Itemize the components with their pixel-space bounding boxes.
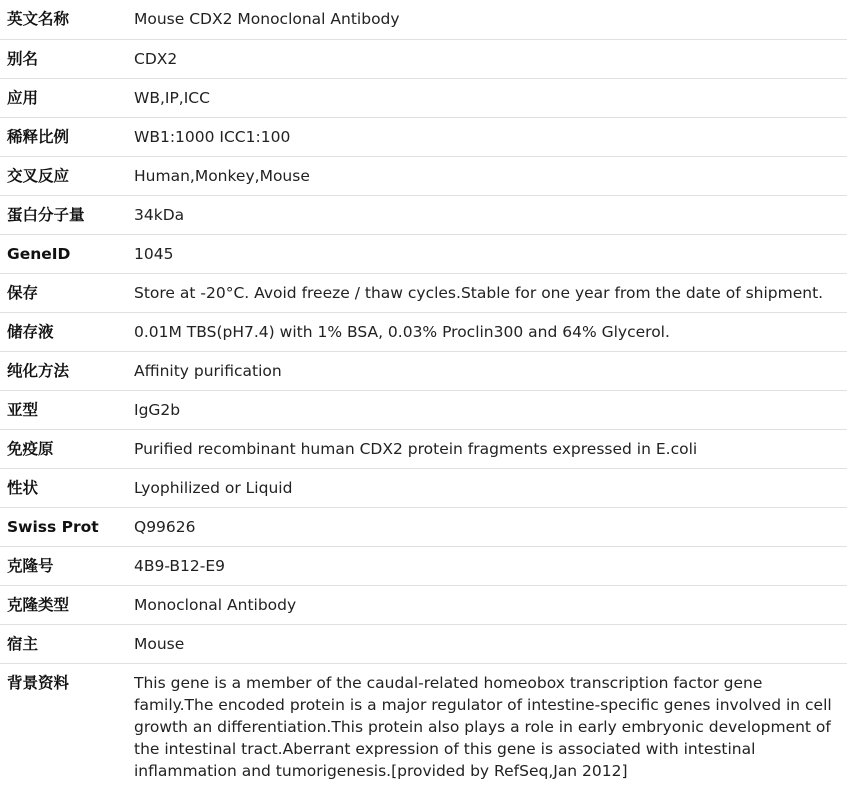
row-label: 纯化方法 [0, 351, 126, 390]
row-value: WB1:1000 ICC1:100 [126, 117, 847, 156]
table-row [0, 546, 847, 585]
row-label: 克隆号 [0, 546, 126, 585]
row-label: 别名 [0, 39, 126, 78]
table-row [0, 78, 847, 117]
row-value: Mouse [126, 624, 847, 663]
table-row [0, 663, 847, 790]
row-value: WB,IP,ICC [126, 78, 847, 117]
table-row [0, 234, 847, 273]
table-row [0, 117, 847, 156]
table-row [0, 273, 847, 312]
row-label: 亚型 [0, 390, 126, 429]
row-label: 背景资料 [7, 673, 70, 692]
row-value: CDX2 [126, 39, 847, 78]
row-value: Monoclonal Antibody [126, 585, 847, 624]
row-value: Q99626 [126, 507, 847, 546]
table-row [0, 312, 847, 351]
row-value: Human,Monkey,Mouse [126, 156, 847, 195]
row-value: Lyophilized or Liquid [126, 468, 847, 507]
table-row [0, 624, 847, 663]
table-row [0, 0, 847, 39]
row-label: 稀释比例 [0, 117, 126, 156]
row-label: 英文名称 [0, 0, 126, 39]
row-label: 交叉反应 [0, 156, 126, 195]
row-value: This gene is a member of the caudal-related homeobox transcription factor gene family.The encoded protein is a major regulator of intestine-specific genes involved in cell growth an differentiation.This protein also plays a role in early embryonic development of the intestinal tract.Aberrant expression of this gene is associated with intestinal inflammation and tumorigenesis.[provided by RefSeq,Jan 2012] [134, 673, 832, 780]
table-row [0, 39, 847, 78]
row-value: 4B9-B12-E9 [126, 546, 847, 585]
row-label: 免疫原 [0, 429, 126, 468]
row-label: 应用 [0, 78, 126, 117]
row-label: GeneID [0, 234, 126, 273]
row-value: 0.01M TBS(pH7.4) with 1% BSA, 0.03% Proclin300 and 64% Glycerol. [126, 312, 847, 351]
row-value: Affinity purification [126, 351, 847, 390]
table-row [0, 351, 847, 390]
row-value: Mouse CDX2 Monoclonal Antibody [126, 0, 847, 39]
row-label: 克隆类型 [0, 585, 126, 624]
table-row [0, 429, 847, 468]
row-value: 1045 [126, 234, 847, 273]
row-label: 性状 [0, 468, 126, 507]
row-value: Store at -20°C. Avoid freeze / thaw cycles.Stable for one year from the date of shipment. [126, 273, 847, 312]
table-row [0, 390, 847, 429]
table-row [0, 468, 847, 507]
row-value: Purified recombinant human CDX2 protein fragments expressed in E.coli [126, 429, 847, 468]
row-value: IgG2b [126, 390, 847, 429]
row-label: 储存液 [0, 312, 126, 351]
table-row [0, 156, 847, 195]
table-row [0, 195, 847, 234]
row-label: 蛋白分子量 [0, 195, 126, 234]
table-row [0, 507, 847, 546]
row-value: 34kDa [126, 195, 847, 234]
row-label: 保存 [0, 273, 126, 312]
row-label: Swiss Prot [0, 507, 126, 546]
table-row [0, 585, 847, 624]
row-label: 宿主 [0, 624, 126, 663]
